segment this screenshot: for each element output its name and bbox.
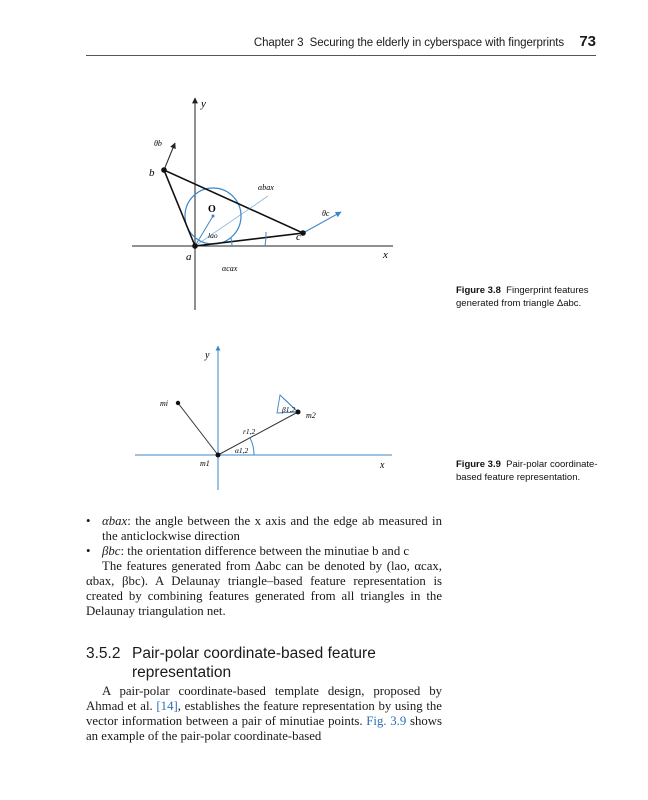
list-item: • βbc: the orientation difference between the minutiae b and c <box>86 544 442 559</box>
section-number: 3.5.2 <box>86 645 121 662</box>
fig39-point-m1 <box>216 453 221 458</box>
fig38-label-c: c <box>296 231 301 243</box>
fig39-label-m2: m2 <box>306 411 316 420</box>
fig39-alpha-arc <box>250 438 254 455</box>
section-title-line-1: Pair-polar coordinate-based feature <box>132 645 376 662</box>
fig39-label-alpha12: α1,2 <box>235 446 249 455</box>
paragraph-delaunay: The features generated from Δabc can be denoted by (lao, αcax, αbax, βbc). A Delaunay triangle–based feature representation is created by combining features generated from all triangles in the Delaunay triangulation net. <box>86 559 442 618</box>
figure-reference-link[interactable]: Fig. 3.9 <box>366 714 407 728</box>
feature-list <box>86 514 442 619</box>
fig38-label-alpha-bax: αbax <box>258 183 274 192</box>
fig38-label-theta-c: θc <box>322 209 330 218</box>
fig38-label-theta-b: θb <box>154 139 162 148</box>
fig39-label-m1: m1 <box>200 459 210 468</box>
section-heading <box>86 644 442 682</box>
page-number: 73 <box>579 33 596 50</box>
fig38-label-a: a <box>186 251 192 263</box>
fig38-y-label: y <box>201 98 206 110</box>
section-title-line-2: representation <box>132 664 232 681</box>
fig39-vector-m1-m2 <box>218 412 298 455</box>
fig39-y-label: y <box>205 350 210 361</box>
fig39-label-beta12: β1,2 <box>282 405 296 414</box>
fig38-label-o: O <box>208 204 216 215</box>
fig38-x-label: x <box>383 249 388 261</box>
citation-link[interactable]: [14] <box>156 699 178 713</box>
fig38-label-alpha-cax: αcax <box>222 264 238 273</box>
fig39-label-r12: r1,2 <box>243 427 256 436</box>
fig39-point-mi <box>176 401 180 405</box>
running-head-text: Chapter 3 Securing the elderly in cyberspace with fingerprints <box>253 37 564 49</box>
fig39-vector-m1-mi <box>178 403 218 455</box>
paragraph-pair-polar: A pair-polar coordinate-based template design, proposed by Ahmad et al. [14], establishes the feature representation by using the vector information between a pair of minutiae points. Fig. 3.9 shows an example of the pair-polar coordinate-based <box>86 684 442 743</box>
fig39-label-mi: mi <box>160 399 168 408</box>
list-item: • αbax: the angle between the x axis and the edge ab measured in the anticlockwise direction <box>86 514 442 544</box>
fig38-label-b: b <box>149 167 155 179</box>
fig38-label-lao: lao <box>208 231 218 240</box>
figure-3-9-caption: Figure 3.9 Pair-polar coordinate-based feature representation. <box>456 459 598 483</box>
figure-3-8-caption: Figure 3.8 Fingerprint features generated from triangle Δabc. <box>456 285 589 309</box>
fig39-x-label: x <box>380 460 385 471</box>
fig39-point-m2 <box>296 410 301 415</box>
